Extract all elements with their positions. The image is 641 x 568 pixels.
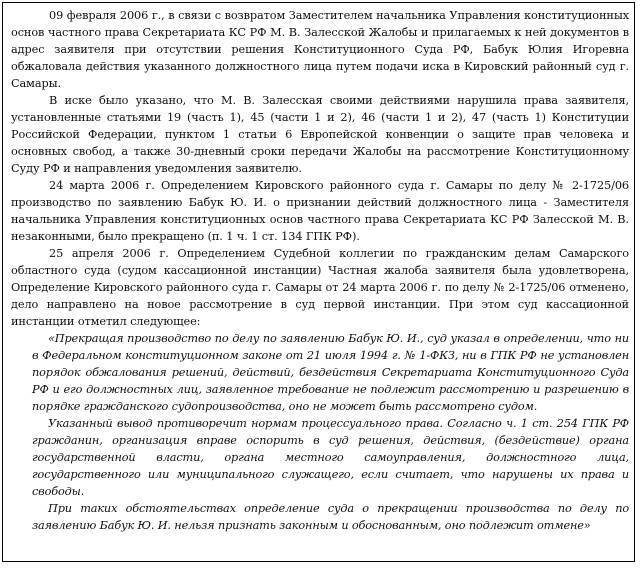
quote-paragraph-3: При таких обстоятельствах определение суда о прекращении производства по делу по заявлению Бабук Ю. И. нельзя признать законным и обоснованным, оно подлежит отмене» [32, 502, 629, 532]
quote-paragraph-2: Указанный вывод противоречит нормам процессуального права. Согласно ч. 1 ст. 254 ГПК РФ гражданин, организация вправе оспорить в суд решения, действия, (бездействие) органа государственной власти, органа местного самоуправления, должностного лица, государственного или муниципального служащего, если считает, что нарушены их права и свободы. [32, 417, 629, 498]
paragraph-3: 24 марта 2006 г. Определением Кировского районного суда г. Самары по делу № 2-1725/06 производство по заявлению Бабук Ю. И. о признании действий должностного лица - Заместителя начальника Управления конституционных основ частного права Секретариата КС РФ Залесской М. В. незаконными, было прекращено (п. 1 ч. 1 ст. 134 ГПК РФ). [11, 179, 629, 243]
paragraph-4: 25 апреля 2006 г. Определением Судебной коллегии по гражданским делам Самарского областного суда (судом кассационной инстанции) Частная жалоба заявителя была удовлетворена, Определение Кировского районного суда г. Самары от 24 марта 2006 г. по делу № 2-1725/06 отменено, дело направлено на новое рассмотрение в суд первой инстанции. При этом суд кассационной инстанции отметил следующее: [11, 247, 629, 328]
paragraph-2: В иске было указано, что М. В. Залесская своими действиями нарушила права заявителя, установленные статьями 19 (часть 1), 45 (части 1 и 2), 46 (части 1 и 2), 47 (часть 1) Конституции Российской Федерации, пунктом 1 статьи 6 Европейской конвенции о защите прав человека и основных свобод, а также 30-дневный сроки передачи Жалобы на рассмотрение Конституционному Суду РФ и направления уведомления заявителю. [11, 94, 629, 175]
document-frame [2, 2, 635, 562]
paragraph-1: 09 февраля 2006 г., в связи с возвратом Заместителем начальника Управления конституционных основ частного права Секретариата КС РФ М. В. Залесской Жалобы и прилагаемых к ней документов в адрес заявителя при отсутствии решения Конституционного Суда РФ, Бабук Юлия Игоревна обжаловала действия указанного должностного лица путем подачи иска в Кировский районный суд г. Самары. [11, 9, 629, 90]
quote-paragraph-1: «Прекращая производство по делу по заявлению Бабук Ю. И., суд указал в определении, что ни в Федеральном конституционном законе от 21 июля 1994 г. № 1-ФКЗ, ни в ГПК РФ не установлен порядок обжалования решений, действий, бездействия Секретариата Конституционного Суда РФ и его должностных лиц, заявленное требование не подлежит рассмотрению и разрешению в порядке гражданского судопроизводства, оно не может быть рассмотрено судом. [32, 332, 629, 413]
